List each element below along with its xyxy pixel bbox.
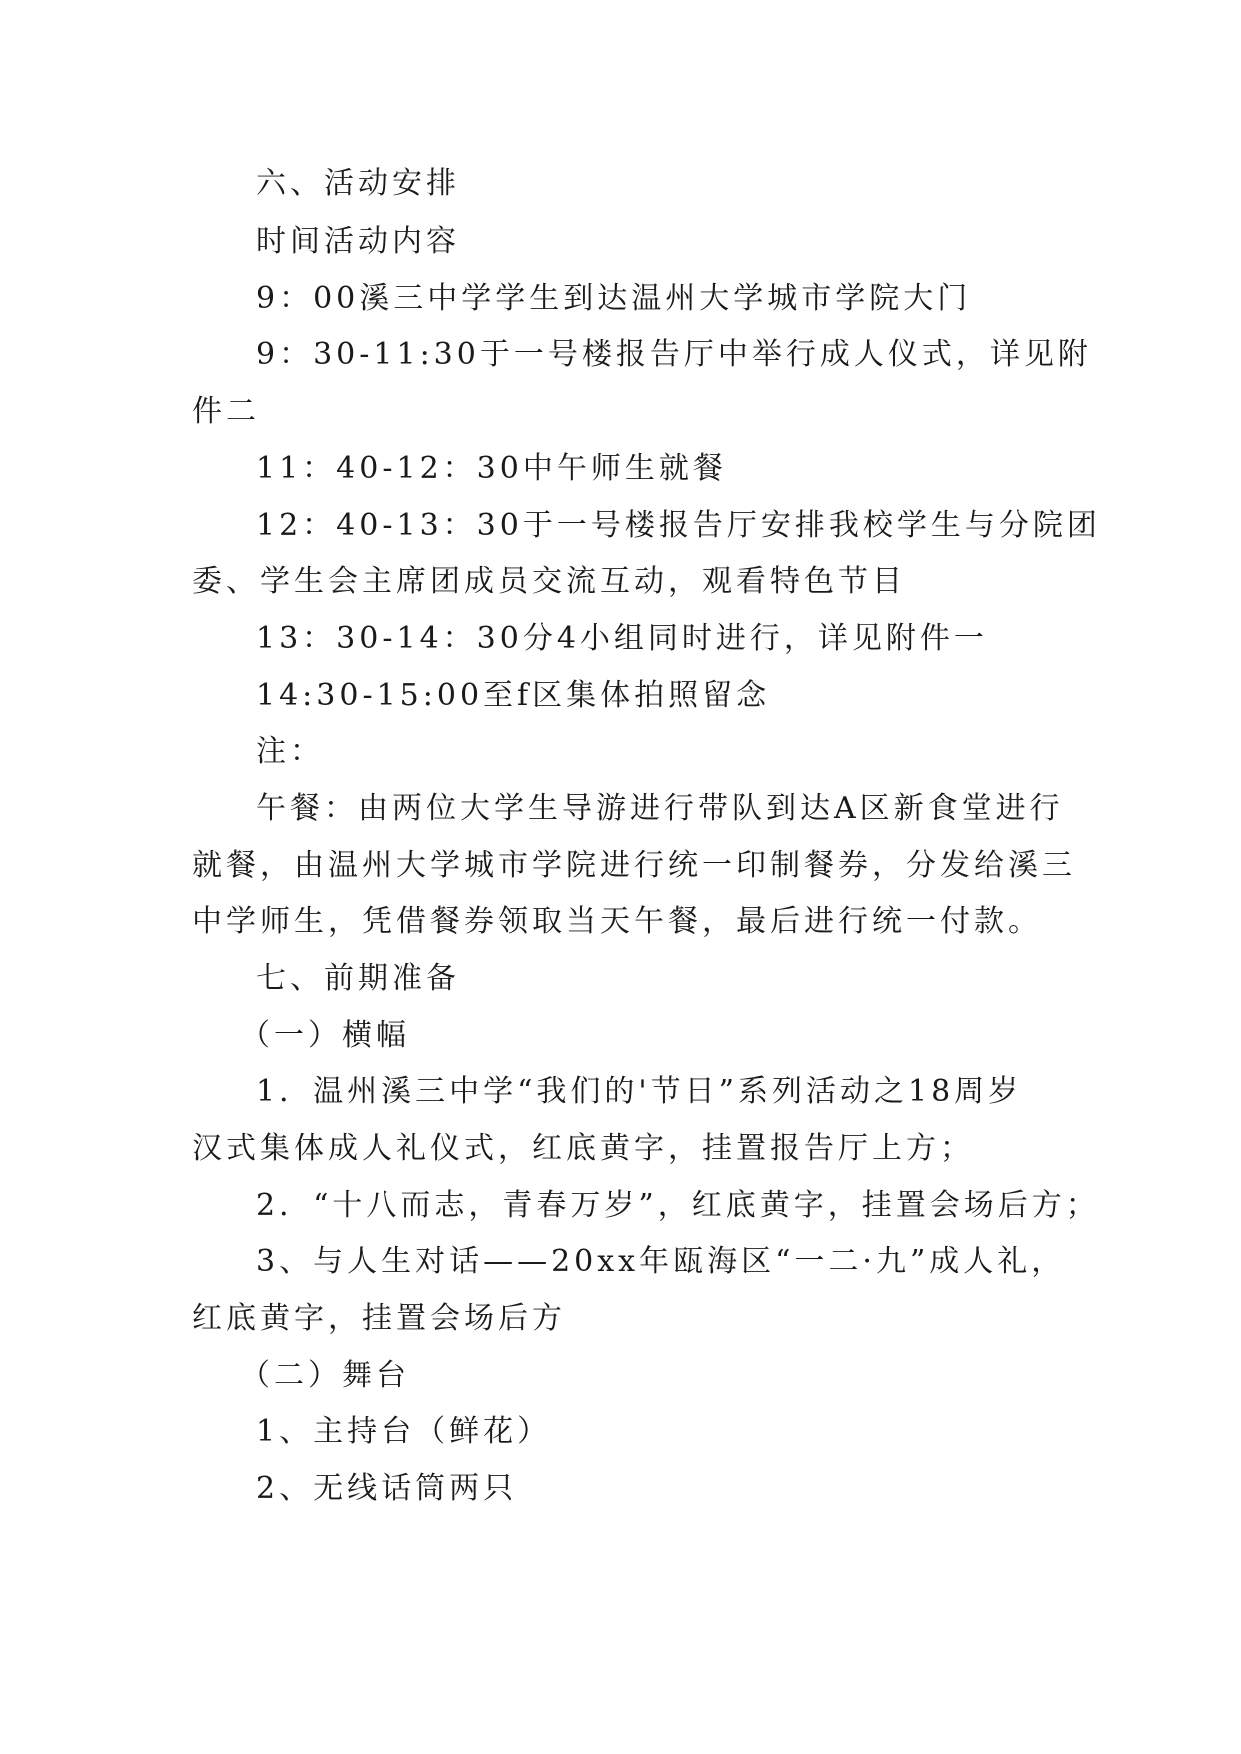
note-label: 注： (256, 734, 324, 769)
lunch-note: 午餐：由两位大学生导游进行带队到达A区新食堂进行 (256, 791, 1064, 826)
stage-item: 1、主持台（鲜花） (256, 1414, 552, 1449)
schedule-item: 11：40-12：30中午师生就餐 (256, 451, 727, 486)
schedule-item: 9：30-11:30于一号楼报告厅中举行成人仪式，详见附 (256, 337, 1092, 372)
schedule-item-continued: 件二 (192, 394, 260, 429)
banner-item: 3、与人生对话——20xx年瓯海区“一二·九”成人礼， (256, 1244, 1066, 1279)
heading-activity-schedule: 六、活动安排 (256, 166, 460, 201)
schedule-item-continued: 委、学生会主席团成员交流互动，观看特色节目 (192, 564, 906, 599)
schedule-header: 时间活动内容 (256, 224, 460, 259)
lunch-note-continued: 就餐，由温州大学城市学院进行统一印制餐券，分发给溪三 (192, 848, 1076, 883)
lunch-note-continued: 中学师生，凭借餐券领取当天午餐，最后进行统一付款。 (192, 904, 1042, 939)
schedule-item: 9：00溪三中学学生到达温州大学城市学院大门 (256, 281, 972, 316)
banner-item: 2．“十八而志，青春万岁”，红底黄字，挂置会场后方； (256, 1188, 1100, 1223)
schedule-item: 13：30-14：30分4小组同时进行，详见附件一 (256, 621, 988, 656)
banner-item-continued: 汉式集体成人礼仪式，红底黄字，挂置报告厅上方； (192, 1131, 974, 1166)
subheading-banners: （一）横幅 (240, 1018, 410, 1053)
heading-preparation: 七、前期准备 (256, 961, 460, 996)
stage-item: 2、无线话筒两只 (256, 1471, 518, 1506)
schedule-item: 12：40-13：30于一号楼报告厅安排我校学生与分院团 (256, 508, 1101, 543)
banner-item: 1．温州溪三中学“我们的'节日”系列活动之18周岁 (256, 1074, 1023, 1109)
subheading-stage: （二）舞台 (240, 1358, 410, 1393)
schedule-item: 14:30-15:00至f区集体拍照留念 (256, 678, 771, 713)
banner-item-continued: 红底黄字，挂置会场后方 (192, 1301, 566, 1336)
